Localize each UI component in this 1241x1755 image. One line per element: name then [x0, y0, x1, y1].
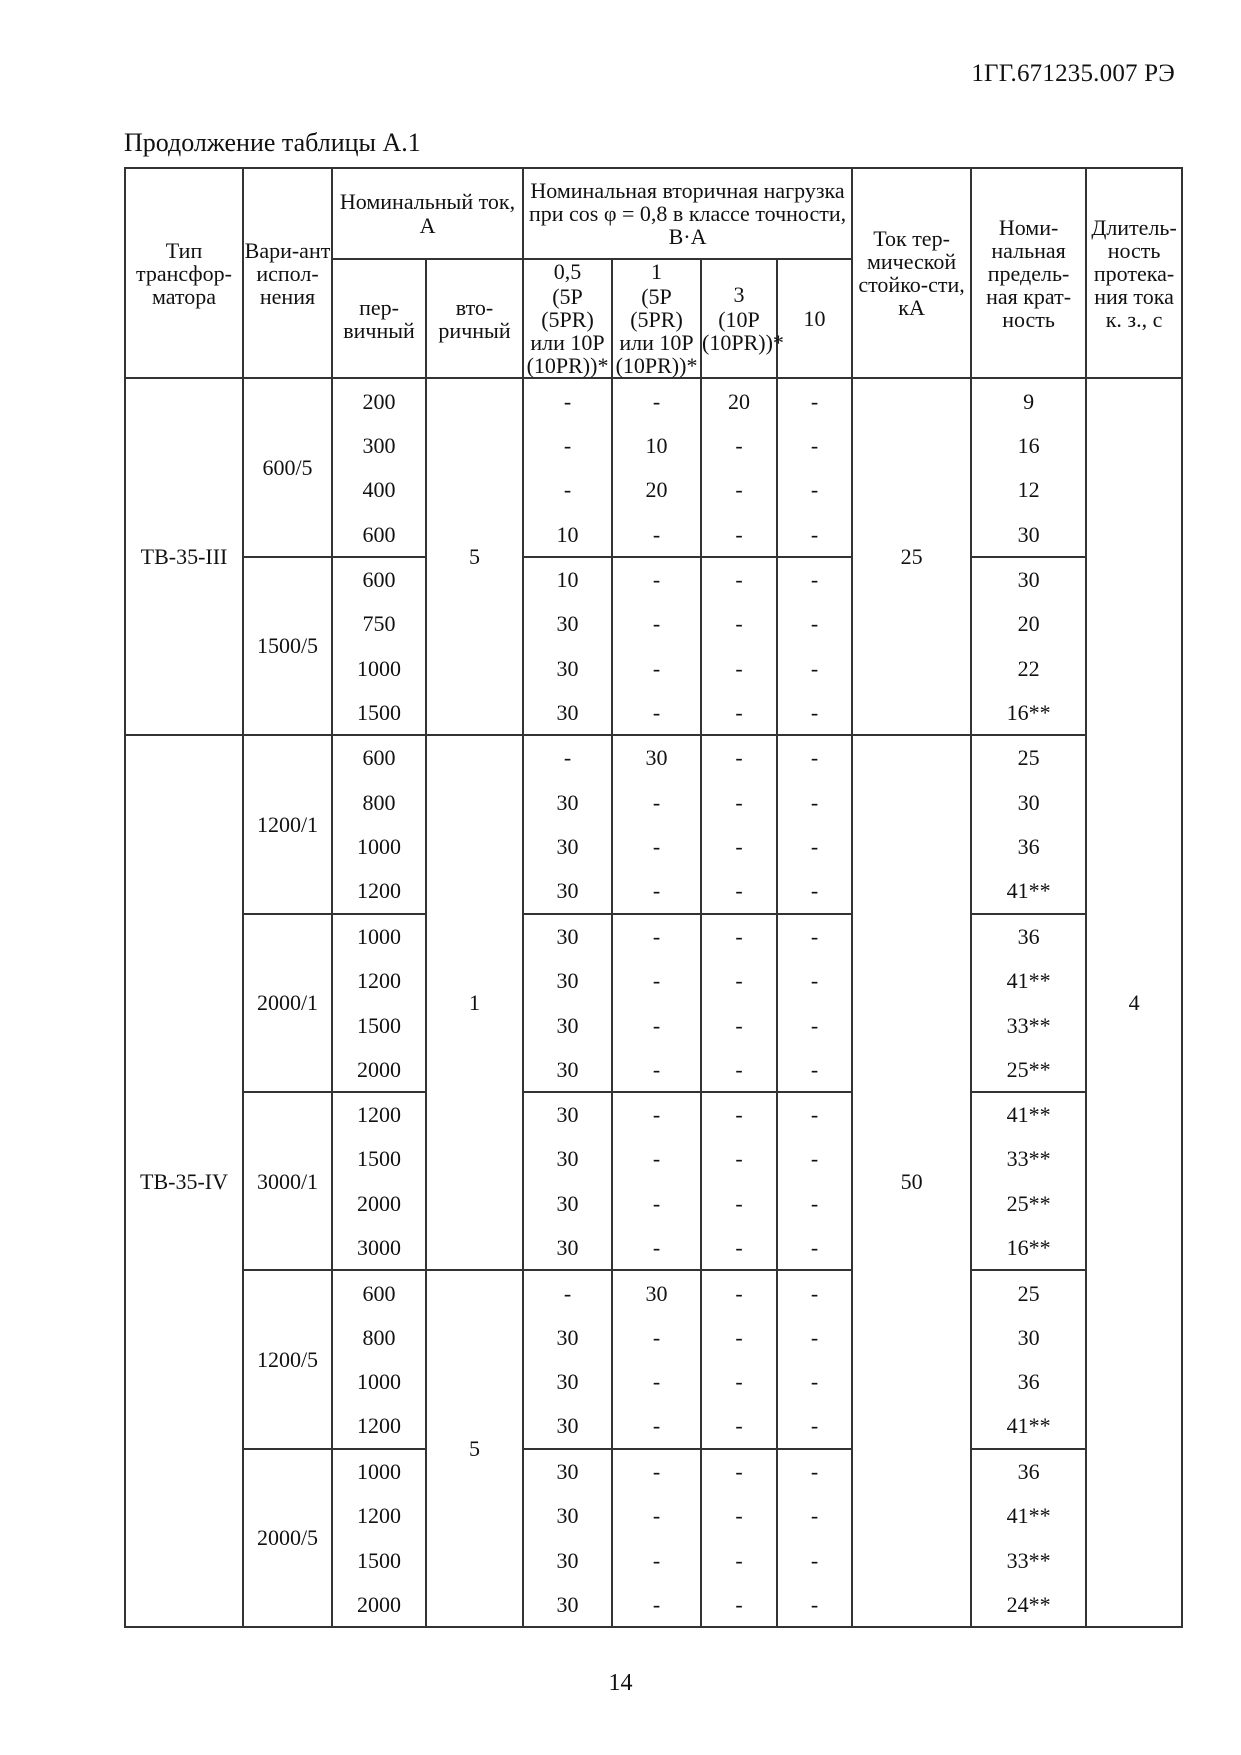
- load-class-0-5: 30: [523, 1315, 612, 1360]
- header-class-3: [701, 259, 784, 378]
- secondary-current: 5: [426, 378, 523, 735]
- load-class-1: 10: [612, 423, 701, 468]
- load-class-0-5: 30: [523, 780, 612, 825]
- load-class-10: -: [777, 1270, 852, 1315]
- primary-current: 600: [332, 735, 426, 780]
- limit-factor: 36: [971, 1360, 1086, 1405]
- load-class-10: -: [777, 468, 852, 513]
- header-thermal-current: Ток тер-мической стойко-сти, кА: [852, 168, 971, 378]
- transformer-type: ТВ-35-III: [125, 378, 243, 735]
- load-class-10: -: [777, 869, 852, 914]
- primary-current: 600: [332, 1270, 426, 1315]
- primary-current: 1500: [332, 691, 426, 736]
- table-caption: Продолжение таблицы А.1: [124, 128, 421, 157]
- secondary-current: 5: [426, 1270, 523, 1627]
- header-secondary-load: Номинальная вторичная нагрузка при cos φ = 0,8 в классе точности, В·А: [523, 168, 852, 259]
- load-class-10: -: [777, 1092, 852, 1137]
- load-class-0-5: 30: [523, 1360, 612, 1405]
- header-class-0-5: [523, 259, 612, 378]
- load-class-0-5: 30: [523, 1449, 612, 1494]
- load-class-0-5: 30: [523, 1092, 612, 1137]
- load-class-0-5: 30: [523, 824, 612, 869]
- primary-current: 1500: [332, 1137, 426, 1182]
- load-class-1: 30: [612, 735, 701, 780]
- table-row: [125, 1092, 1182, 1137]
- primary-current: 1000: [332, 1360, 426, 1405]
- header-secondary: вто-ричный: [426, 259, 523, 378]
- load-class-10: -: [777, 691, 852, 736]
- load-class-1: -: [612, 1092, 701, 1137]
- class-label: 3: [733, 282, 745, 308]
- load-class-3: -: [701, 1493, 777, 1538]
- limit-factor: 41**: [971, 869, 1086, 914]
- header-limit-factor: Номи-нальная предель-ная крат-ность: [971, 168, 1086, 378]
- limit-factor: 41**: [971, 1493, 1086, 1538]
- limit-factor: 16: [971, 423, 1086, 468]
- load-class-3: -: [701, 780, 777, 825]
- load-class-1: -: [612, 1315, 701, 1360]
- table-row: [125, 1270, 1182, 1315]
- class-note: (5P (5PR) или 10P (10PR))*: [615, 284, 698, 379]
- primary-current: 2000: [332, 1583, 426, 1628]
- load-class-3: -: [701, 1404, 777, 1449]
- variant: 600/5: [243, 378, 332, 556]
- load-class-0-5: -: [523, 468, 612, 513]
- load-class-3: -: [701, 512, 777, 557]
- load-class-0-5: 30: [523, 1226, 612, 1271]
- limit-factor: 30: [971, 1315, 1086, 1360]
- primary-current: 750: [332, 601, 426, 646]
- primary-current: 1500: [332, 1538, 426, 1583]
- variant: 1200/5: [243, 1270, 332, 1448]
- limit-factor: 25**: [971, 1181, 1086, 1226]
- limit-factor: 9: [971, 378, 1086, 423]
- load-class-10: -: [777, 735, 852, 780]
- load-class-10: -: [777, 1003, 852, 1048]
- load-class-3: -: [701, 691, 777, 736]
- class-note: (5P (5PR) или 10P (10PR))*: [526, 284, 609, 379]
- transformer-spec-table: [124, 167, 1183, 1628]
- primary-current: 1500: [332, 1003, 426, 1048]
- load-class-10: -: [777, 1538, 852, 1583]
- primary-current: 1200: [332, 1404, 426, 1449]
- load-class-0-5: 10: [523, 512, 612, 557]
- load-class-1: 20: [612, 468, 701, 513]
- thermal-current: 50: [852, 735, 971, 1627]
- load-class-0-5: -: [523, 423, 612, 468]
- load-class-3: -: [701, 1003, 777, 1048]
- load-class-10: -: [777, 780, 852, 825]
- load-class-10: -: [777, 824, 852, 869]
- limit-factor: 16**: [971, 691, 1086, 736]
- variant: 1200/1: [243, 735, 332, 913]
- load-class-1: -: [612, 691, 701, 736]
- table-row: [125, 557, 1182, 602]
- limit-factor: 24**: [971, 1583, 1086, 1628]
- load-class-0-5: -: [523, 378, 612, 423]
- limit-factor: 20: [971, 601, 1086, 646]
- load-class-1: -: [612, 1226, 701, 1271]
- load-class-3: -: [701, 1047, 777, 1092]
- load-class-3: -: [701, 824, 777, 869]
- load-class-3: -: [701, 735, 777, 780]
- load-class-10: -: [777, 646, 852, 691]
- limit-factor: 36: [971, 1449, 1086, 1494]
- primary-current: 1000: [332, 1449, 426, 1494]
- limit-factor: 12: [971, 468, 1086, 513]
- load-class-0-5: 30: [523, 1003, 612, 1048]
- load-class-1: -: [612, 958, 701, 1003]
- primary-current: 3000: [332, 1226, 426, 1271]
- primary-current: 300: [332, 423, 426, 468]
- thermal-current: 25: [852, 378, 971, 735]
- load-class-1: -: [612, 1583, 701, 1628]
- limit-factor: 33**: [971, 1137, 1086, 1182]
- header-rated-current: Номинальный ток, А: [332, 168, 523, 259]
- load-class-10: -: [777, 1047, 852, 1092]
- primary-current: 600: [332, 512, 426, 557]
- load-class-1: -: [612, 378, 701, 423]
- primary-current: 1200: [332, 1493, 426, 1538]
- load-class-10: -: [777, 1137, 852, 1182]
- load-class-3: -: [701, 1315, 777, 1360]
- load-class-3: -: [701, 914, 777, 959]
- load-class-3: -: [701, 1137, 777, 1182]
- load-class-3: -: [701, 869, 777, 914]
- limit-factor: 41**: [971, 1404, 1086, 1449]
- load-class-0-5: 30: [523, 1047, 612, 1092]
- load-class-3: -: [701, 646, 777, 691]
- primary-current: 1000: [332, 824, 426, 869]
- load-class-1: -: [612, 1181, 701, 1226]
- limit-factor: 36: [971, 914, 1086, 959]
- load-class-0-5: 30: [523, 1137, 612, 1182]
- primary-current: 1000: [332, 914, 426, 959]
- load-class-0-5: 30: [523, 1538, 612, 1583]
- load-class-3: -: [701, 1360, 777, 1405]
- limit-factor: 33**: [971, 1538, 1086, 1583]
- variant: 2000/5: [243, 1449, 332, 1627]
- load-class-10: -: [777, 601, 852, 646]
- load-class-0-5: 30: [523, 1181, 612, 1226]
- primary-current: 2000: [332, 1181, 426, 1226]
- load-class-1: -: [612, 601, 701, 646]
- load-class-10: -: [777, 423, 852, 468]
- header-primary: пер-вичный: [332, 259, 426, 378]
- load-class-0-5: 30: [523, 691, 612, 736]
- load-class-3: -: [701, 958, 777, 1003]
- load-class-0-5: 30: [523, 914, 612, 959]
- header-duration: Длитель-ность протека-ния тока к. з., с: [1086, 168, 1182, 378]
- limit-factor: 25: [971, 1270, 1086, 1315]
- load-class-3: -: [701, 423, 777, 468]
- load-class-1: -: [612, 1538, 701, 1583]
- header-class-1: [612, 259, 701, 378]
- primary-current: 800: [332, 780, 426, 825]
- limit-factor: 33**: [971, 1003, 1086, 1048]
- load-class-10: -: [777, 1360, 852, 1405]
- primary-current: 1000: [332, 646, 426, 691]
- primary-current: 1200: [332, 869, 426, 914]
- load-class-0-5: 30: [523, 958, 612, 1003]
- load-class-1: -: [612, 824, 701, 869]
- load-class-1: -: [612, 914, 701, 959]
- secondary-current: 1: [426, 735, 523, 1270]
- load-class-3: 20: [701, 378, 777, 423]
- table-row: [125, 914, 1182, 959]
- load-class-10: -: [777, 914, 852, 959]
- load-class-1: -: [612, 869, 701, 914]
- primary-current: 2000: [332, 1047, 426, 1092]
- load-class-10: -: [777, 1583, 852, 1628]
- class-label: 1: [651, 259, 663, 284]
- limit-factor: 16**: [971, 1226, 1086, 1271]
- limit-factor: 41**: [971, 1092, 1086, 1137]
- load-class-0-5: -: [523, 1270, 612, 1315]
- load-class-1: 30: [612, 1270, 701, 1315]
- load-class-0-5: 10: [523, 557, 612, 602]
- primary-current: 1200: [332, 958, 426, 1003]
- load-class-1: -: [612, 557, 701, 602]
- primary-current: 1200: [332, 1092, 426, 1137]
- load-class-0-5: -: [523, 735, 612, 780]
- load-class-1: -: [612, 1047, 701, 1092]
- load-class-3: -: [701, 468, 777, 513]
- load-class-1: -: [612, 1404, 701, 1449]
- limit-factor: 30: [971, 512, 1086, 557]
- class-note: (10P (10PR))*: [702, 307, 784, 356]
- limit-factor: 22: [971, 646, 1086, 691]
- load-class-10: -: [777, 958, 852, 1003]
- page-number: 14: [608, 1670, 633, 1696]
- load-class-0-5: 30: [523, 869, 612, 914]
- transformer-type: ТВ-35-IV: [125, 735, 243, 1627]
- load-class-1: -: [612, 512, 701, 557]
- limit-factor: 30: [971, 780, 1086, 825]
- table-row: [125, 735, 1182, 780]
- load-class-1: -: [612, 780, 701, 825]
- variant: 1500/5: [243, 557, 332, 735]
- variant: 3000/1: [243, 1092, 332, 1270]
- load-class-3: -: [701, 1226, 777, 1271]
- load-class-3: -: [701, 557, 777, 602]
- load-class-0-5: 30: [523, 1404, 612, 1449]
- load-class-10: -: [777, 1315, 852, 1360]
- document-code: 1ГГ.671235.007 РЭ: [971, 60, 1175, 87]
- limit-factor: 36: [971, 824, 1086, 869]
- limit-factor: 30: [971, 557, 1086, 602]
- limit-factor: 41**: [971, 958, 1086, 1003]
- load-class-10: -: [777, 1226, 852, 1271]
- load-class-3: -: [701, 1092, 777, 1137]
- load-class-10: -: [777, 1181, 852, 1226]
- load-class-0-5: 30: [523, 1493, 612, 1538]
- load-class-10: -: [777, 1404, 852, 1449]
- load-class-0-5: 30: [523, 1583, 612, 1628]
- load-class-1: -: [612, 1449, 701, 1494]
- load-class-10: -: [777, 512, 852, 557]
- load-class-10: -: [777, 557, 852, 602]
- load-class-1: -: [612, 646, 701, 691]
- table-row: [125, 1449, 1182, 1494]
- limit-factor: 25**: [971, 1047, 1086, 1092]
- load-class-3: -: [701, 1181, 777, 1226]
- primary-current: 400: [332, 468, 426, 513]
- load-class-10: -: [777, 1449, 852, 1494]
- header-class-10: 10: [777, 259, 852, 378]
- load-class-3: -: [701, 1270, 777, 1315]
- load-class-1: -: [612, 1360, 701, 1405]
- limit-factor: 25: [971, 735, 1086, 780]
- load-class-0-5: 30: [523, 646, 612, 691]
- load-class-3: -: [701, 1538, 777, 1583]
- load-class-1: -: [612, 1493, 701, 1538]
- load-class-3: -: [701, 1449, 777, 1494]
- short-circuit-duration: 4: [1086, 378, 1182, 1627]
- primary-current: 800: [332, 1315, 426, 1360]
- load-class-0-5: 30: [523, 601, 612, 646]
- header-variant: Вари-ант испол-нения: [243, 168, 332, 378]
- header-type: Тип трансфор-матора: [125, 168, 243, 378]
- load-class-3: -: [701, 601, 777, 646]
- load-class-10: -: [777, 1493, 852, 1538]
- primary-current: 600: [332, 557, 426, 602]
- load-class-1: -: [612, 1003, 701, 1048]
- load-class-3: -: [701, 1583, 777, 1628]
- class-label: 0,5: [553, 259, 582, 284]
- load-class-10: -: [777, 378, 852, 423]
- table-row: [125, 378, 1182, 423]
- table-body: [125, 378, 1182, 1627]
- load-class-1: -: [612, 1137, 701, 1182]
- variant: 2000/1: [243, 914, 332, 1092]
- primary-current: 200: [332, 378, 426, 423]
